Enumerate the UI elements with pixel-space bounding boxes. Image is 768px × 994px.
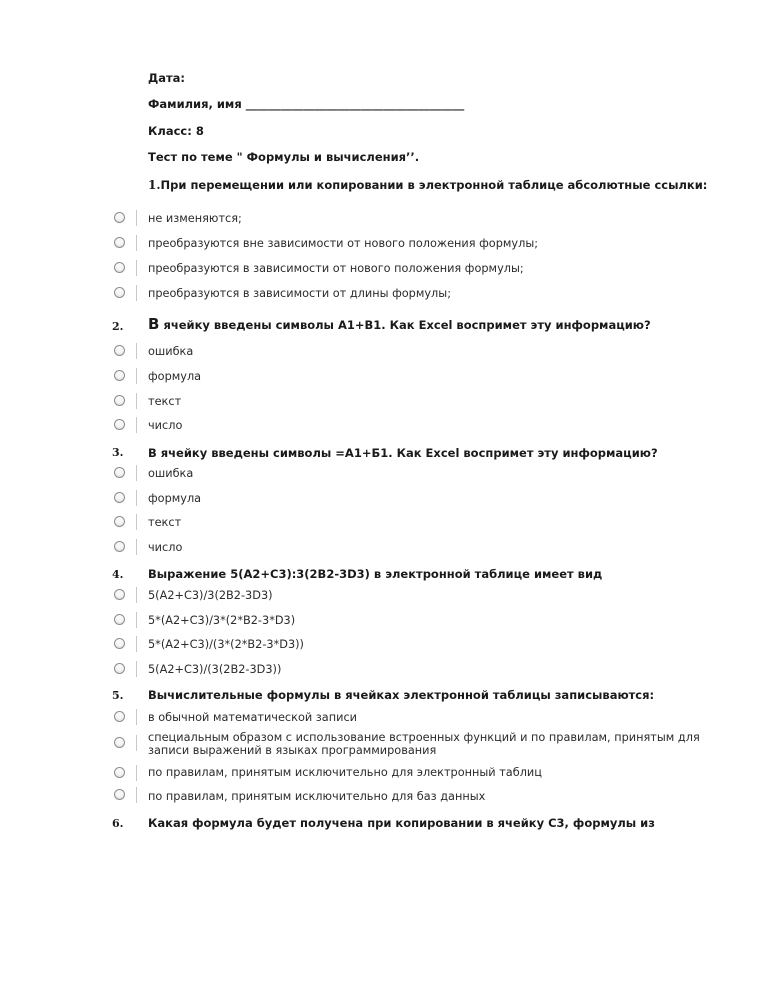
radio-button[interactable] — [114, 614, 125, 625]
radio-button[interactable] — [114, 638, 125, 649]
option-label: число — [148, 419, 183, 432]
question-2 — [148, 317, 708, 332]
divider — [136, 514, 137, 530]
option-label: ошибка — [148, 467, 194, 480]
radio-button[interactable] — [114, 789, 125, 800]
divider — [136, 343, 137, 359]
option-label: 5*(A2+C3)/3*(2*B2-3*D3) — [148, 614, 296, 627]
radio-button[interactable] — [114, 737, 125, 748]
divider — [136, 417, 137, 433]
radio-button[interactable] — [114, 663, 125, 674]
divider — [136, 765, 137, 781]
option-label: текст — [148, 516, 182, 529]
class-label: Класс: 8 — [148, 124, 204, 138]
divider — [136, 368, 137, 384]
radio-button[interactable] — [114, 262, 125, 273]
divider — [136, 260, 137, 276]
question-number: 1. — [148, 178, 161, 192]
radio-button[interactable] — [114, 492, 125, 503]
option-label: преобразуются вне зависимости от нового положения формулы; — [148, 237, 539, 250]
radio-button[interactable] — [114, 541, 125, 552]
option-label: текст — [148, 395, 182, 408]
divider — [136, 661, 137, 677]
question-1 — [148, 178, 708, 192]
option-label: 5(A2+C3)/(3(2B2-3D3)) — [148, 663, 282, 676]
name-label: Фамилия, имя ______________________________________ — [148, 97, 465, 111]
divider — [136, 709, 137, 725]
divider — [136, 735, 137, 751]
radio-button[interactable] — [114, 589, 125, 600]
date-label: Дата: — [148, 71, 186, 85]
question-number: 2. — [112, 320, 124, 333]
divider — [136, 490, 137, 506]
radio-button[interactable] — [114, 237, 125, 248]
option-label: 5(A2+C3)/3(2B2-3D3) — [148, 589, 273, 602]
question-number: 4. — [112, 568, 124, 581]
option-label: специальным образом с использование встроенных функций и по правилам, принятым для записи выражений в языках программирования — [148, 731, 700, 757]
radio-button[interactable] — [114, 419, 125, 430]
question-number: 5. — [112, 689, 124, 702]
divider — [136, 636, 137, 652]
divider — [136, 587, 137, 603]
radio-button[interactable] — [114, 516, 125, 527]
test-title: Тест по теме " Формулы и вычисления’’. — [148, 150, 420, 164]
option-label: преобразуются в зависимости от нового положения формулы; — [148, 262, 524, 275]
option-label: формула — [148, 370, 202, 383]
option-label: по правилам, принятым исключительно для электронный таблиц — [148, 766, 542, 779]
radio-button[interactable] — [114, 467, 125, 478]
radio-button[interactable] — [114, 287, 125, 298]
question-first-letter: В — [148, 315, 160, 333]
question-text: При перемещении или копировании в электронной таблице абсолютные ссылки: — [160, 178, 708, 192]
radio-button[interactable] — [114, 767, 125, 778]
option-label: не изменяются; — [148, 212, 242, 225]
option-label: преобразуются в зависимости от длины формулы; — [148, 287, 451, 300]
option-label: 5*(A2+C3)/(3*(2*B2-3*D3)) — [148, 638, 304, 651]
question-text: ячейку введены символы А1+В1. Как Excel воспримет эту информацию? — [159, 318, 651, 332]
question-text: Какая формула будет получена при копировании в ячейку С3, формулы из — [148, 816, 655, 830]
divider — [136, 465, 137, 481]
option-label: формула — [148, 492, 202, 505]
option-label: ошибка — [148, 345, 194, 358]
divider — [136, 285, 137, 301]
question-text: В ячейку введены символы =А1+Б1. Как Excel воспримет эту информацию? — [148, 446, 658, 460]
radio-button[interactable] — [114, 212, 125, 223]
divider — [136, 235, 137, 251]
question-text: Выражение 5(A2+C3):3(2B2-3D3) в электронной таблице имеет вид — [148, 567, 603, 581]
radio-button[interactable] — [114, 395, 125, 406]
radio-button[interactable] — [114, 370, 125, 381]
divider — [136, 612, 137, 628]
option-label: по правилам, принятым исключительно для баз данных — [148, 790, 486, 803]
question-text: Вычислительные формулы в ячейках электронной таблицы записываются: — [148, 688, 655, 702]
radio-button[interactable] — [114, 345, 125, 356]
option-label: в обычной математической записи — [148, 711, 358, 724]
question-number: 6. — [112, 817, 124, 830]
divider — [136, 210, 137, 226]
divider — [136, 393, 137, 409]
radio-button[interactable] — [114, 711, 125, 722]
option-label: число — [148, 541, 183, 554]
question-number: 3. — [112, 446, 124, 459]
divider — [136, 787, 137, 803]
divider — [136, 539, 137, 555]
